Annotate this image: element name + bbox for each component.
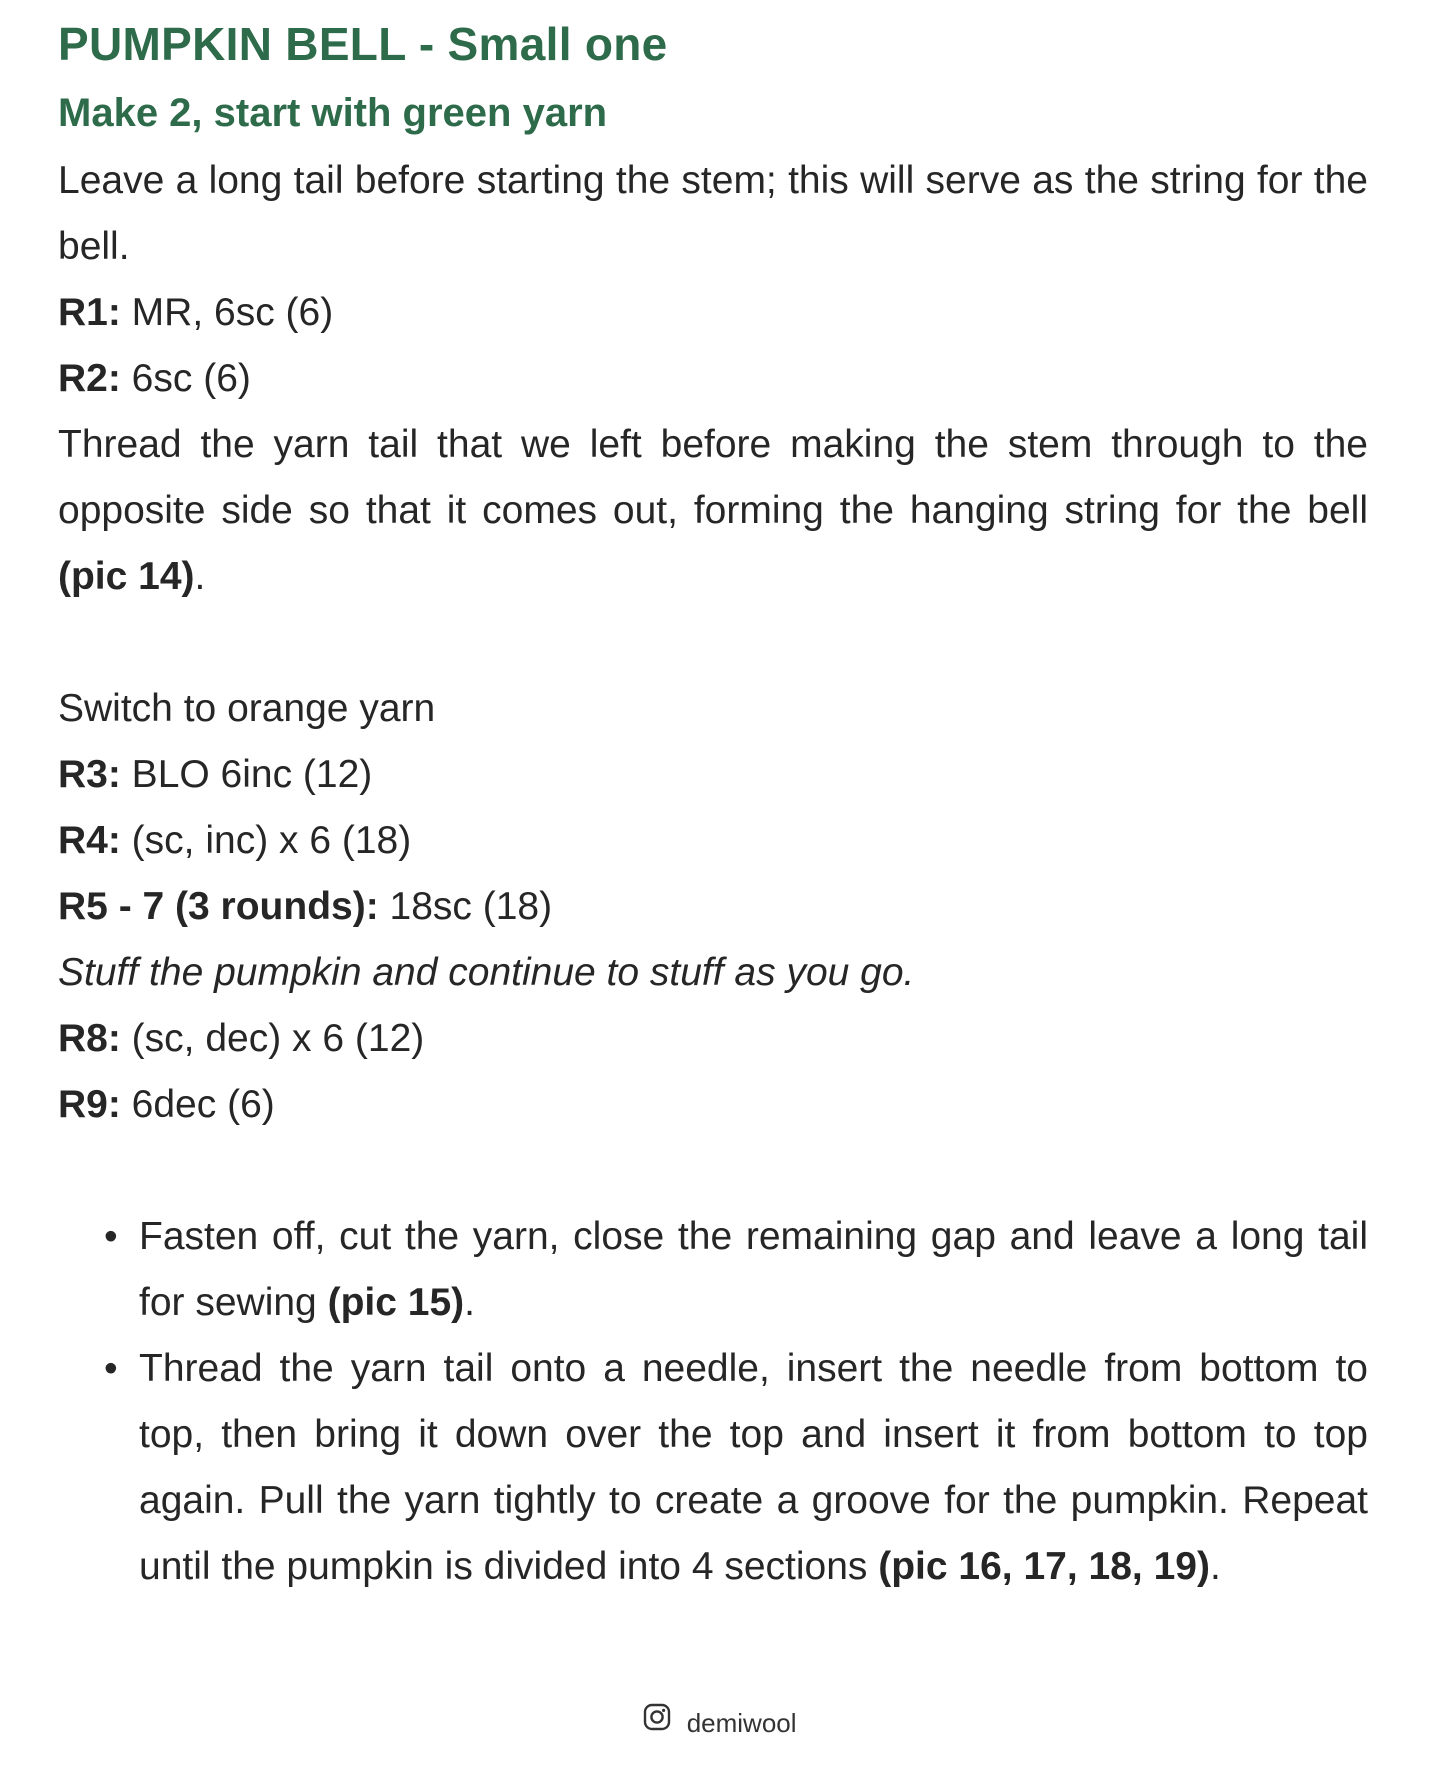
round-text: BLO 6inc (12) — [120, 753, 373, 796]
page-title: PUMPKIN BELL - Small one — [58, 18, 668, 70]
round-label: R8: — [58, 1017, 121, 1060]
round-label: R5 - 7 (3 rounds): — [58, 885, 379, 928]
instagram-icon — [643, 1703, 671, 1740]
step-end: . — [464, 1281, 475, 1324]
round-label: R4: — [58, 819, 121, 862]
list-item — [58, 1336, 1368, 1600]
stuff-note: Stuff the pumpkin and continue to stuff as you go. — [58, 951, 915, 994]
round-label: R3: — [58, 753, 121, 796]
author-handle: demiwool — [686, 1708, 797, 1739]
round-text: (sc, inc) x 6 (18) — [120, 819, 412, 862]
finishing-steps-list — [58, 1204, 1368, 1600]
bullet-icon: • — [104, 1215, 118, 1258]
step-end: . — [1209, 1545, 1221, 1588]
round-text: 6sc (6) — [120, 357, 251, 400]
thread-note-text: Thread the yarn tail that we left before making the stem through to the opposite side so that it comes out, forming the hanging string for the bell — [58, 423, 1368, 532]
list-item — [58, 1204, 1368, 1336]
thread-note — [58, 412, 1368, 610]
pic-reference: (pic 14) — [58, 555, 195, 598]
round-row — [58, 280, 1368, 346]
round-row — [58, 346, 1368, 412]
round-text: (sc, dec) x 6 (12) — [120, 1017, 425, 1060]
intro-paragraph: Leave a long tail before starting the stem; this will serve as the string for the bell. — [58, 159, 1368, 268]
spacer — [58, 610, 1368, 676]
round-text: 6dec (6) — [120, 1083, 275, 1126]
pic-reference: (pic 16, 17, 18, 19) — [878, 1545, 1210, 1588]
round-label: R9: — [58, 1083, 121, 1126]
round-row — [58, 742, 1368, 808]
bullet-icon: • — [104, 1347, 118, 1390]
pic-reference: (pic 15) — [327, 1281, 465, 1324]
round-row — [58, 808, 1368, 874]
round-text: MR, 6sc (6) — [120, 291, 334, 334]
round-text: 18sc (18) — [378, 885, 553, 928]
round-row — [58, 1006, 1368, 1072]
pattern-page — [58, 10, 1368, 1600]
list-item-text — [139, 1336, 1368, 1600]
list-item-text — [139, 1204, 1368, 1336]
round-label: R1: — [58, 291, 121, 334]
thread-note-end: . — [194, 555, 206, 598]
round-label: R2: — [58, 357, 121, 400]
round-row — [58, 874, 1368, 940]
footer-credit — [0, 1703, 1440, 1742]
step-text: Fasten off, cut the yarn, close the remaining gap and leave a long tail for sewing — [139, 1215, 1368, 1324]
spacer — [58, 1138, 1368, 1204]
subtitle: Make 2, start with green yarn — [58, 91, 608, 135]
round-row — [58, 1072, 1368, 1138]
step-text: Thread the yarn tail onto a needle, insert the needle from bottom to top, then bring it down over the top and insert it from bottom to top again. Pull the yarn tightly to create a groove for the pumpkin. Repeat until the pumpkin is divided into 4 sections — [139, 1347, 1368, 1588]
switch-note: Switch to orange yarn — [58, 687, 436, 730]
